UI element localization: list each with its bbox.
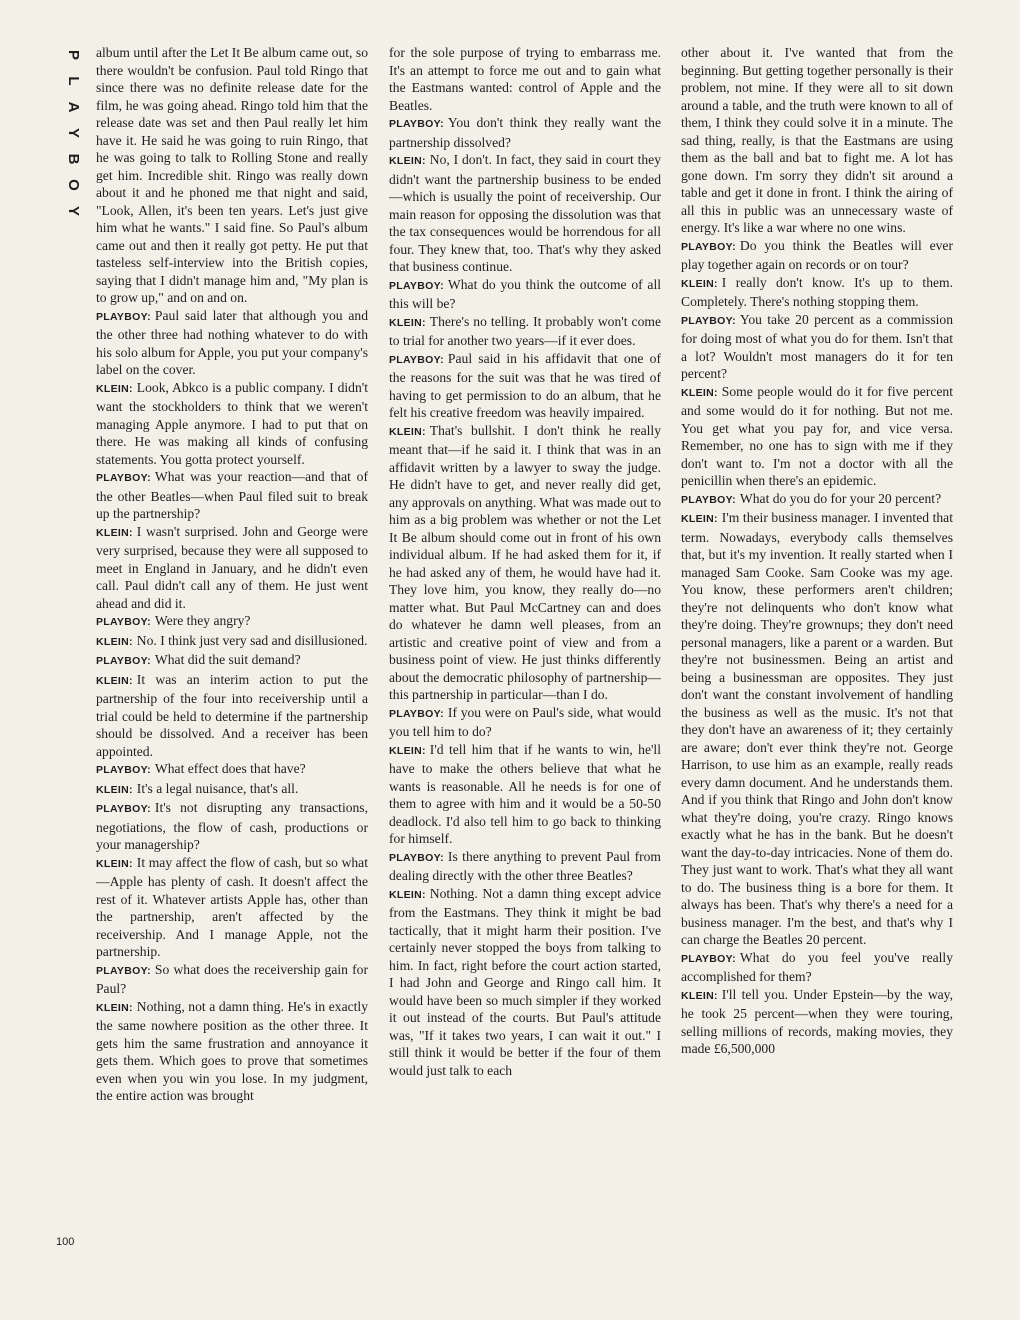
speaker-label: KLEIN: — [681, 513, 718, 525]
speaker-label: KLEIN: — [389, 888, 426, 901]
paragraph-text: What effect does that have? — [154, 761, 306, 776]
paragraph — [96, 760, 368, 780]
paragraph — [681, 949, 953, 986]
masthead-letter: L — [65, 76, 82, 86]
speaker-label: PLAYBOY: — [389, 851, 444, 864]
paragraph — [389, 313, 661, 350]
paragraph-text: That's bullshit. I don't think he really meant that—if he said it. I think that was in an affidavit written by a lawyer to sway the judge. He didn't have to get, and never really did get, any approvals on anything. What was made out to him as a big problem was whether or not the Let It Be album should come out in front of his own individual album. If he had asked them for it, if he had asked any of them, he would have had it. They love him, you know, they really do—no matter what. But Paul McCartney can and does do whatever he damn well pleases, from an artistic and creative point of view and from a business point of view. He just thinks differently about the democratic philosophy of partnership—this partnership in particular—than I do. — [389, 422, 661, 702]
paragraph-text: It's not disrupting any transactions, negotiations, the flow of cash, productions or your managership? — [96, 800, 368, 852]
speaker-label: PLAYBOY: — [389, 707, 444, 720]
speaker-label: KLEIN: — [96, 857, 133, 870]
paragraph — [681, 383, 953, 490]
speaker-label: KLEIN: — [681, 277, 718, 290]
paragraph-text: It may affect the flow of cash, but so what—Apple has plenty of cash. It doesn't affect the rest of it. Whatever artists Apple has, other than the partnership, aren't affected by the receivership. And I manage Apple, not the partnership. — [96, 854, 368, 959]
paragraph-text: I'd tell him that if he wants to win, he'll have to make the others believe that what he wants is reasonable. All he needs is for one of them to agree with him and it would be a 50-50 deadlock. I'd also tell him to go back to thinking for himself. — [389, 741, 661, 846]
paragraph — [389, 276, 661, 313]
masthead-letter: A — [65, 101, 82, 113]
speaker-label: KLEIN: — [96, 674, 133, 687]
masthead-letter: O — [65, 179, 82, 191]
speaker-label: PLAYBOY: — [389, 353, 444, 366]
paragraph — [389, 848, 661, 885]
paragraph — [389, 422, 661, 704]
paragraph-text: Look, Abkco is a public company. I didn't want the stockholders to think that we weren't managing Apple anymore. I had to put that on there. He was making all kinds of confusing statements. You gotta protect yourself. — [96, 379, 368, 467]
speaker-label: PLAYBOY: — [681, 952, 736, 965]
speaker-label: PLAYBOY: — [96, 472, 151, 484]
speaker-label: PLAYBOY: — [389, 118, 444, 130]
text-column-3 — [681, 44, 953, 1058]
speaker-label: KLEIN: — [681, 989, 718, 1002]
paragraph — [96, 612, 368, 632]
paragraph-text: There's no telling. It probably won't come to trial for another two years—if it ever does. — [389, 313, 661, 348]
speaker-label: PLAYBOY: — [96, 764, 151, 776]
masthead-letter: Y — [65, 127, 82, 138]
paragraph-text: No. I think just very sad and disillusioned. — [136, 632, 368, 648]
paragraph-text: I wasn't surprised. John and George were very surprised, because they were all supposed to meet in England in January, and he didn't even call. Paul didn't call any of them. He just went ahead and did it. — [96, 523, 368, 611]
paragraph-text: What do you feel you've really accomplished for them? — [681, 949, 953, 984]
paragraph-text: Some people would do it for five percent and some would do it for nothing. But not me. You get what you pay for, and vice versa. Remember, no one has to sign with me if they don't want to. I'm not a doctor with all the penicillin when there's an epidemic. — [681, 383, 953, 488]
paragraph — [96, 780, 368, 800]
paragraph — [96, 307, 368, 379]
paragraph-text: Nothing. Not a damn thing except advice from the Eastmans. They think it might be bad tactically, that it might harm their position. I've certainly never stopped the boys from talking to him. In fact, right before the court action started, I had John and George and Ringo call him. It would have been so much simpler if they worked it out instead of the courts. But Paul's attitude was, "If it takes two years, I can wait it out." I still think it would be better if the four of them would just talk to each — [389, 885, 661, 1078]
paragraph — [96, 671, 368, 761]
speaker-label: KLEIN: — [389, 425, 426, 438]
speaker-label: KLEIN: — [389, 744, 426, 757]
speaker-label: KLEIN: — [96, 635, 133, 648]
speaker-label: KLEIN: — [96, 526, 133, 539]
text-column-2 — [389, 44, 661, 1079]
paragraph — [96, 523, 368, 613]
paragraph-text: You don't think they really want the partnership dissolved? — [389, 115, 661, 150]
paragraph-text: other about it. I've wanted that from the beginning. But getting together personally is their problem, not mine. If they were all to sit down around a table, and the truth were known to all of them, I think they could solve it in a minute. The sad thing, really, is that the Eastmans are using them as the ball and bat to fight me. A lot has gone down. I'm sorry they didn't sit around a table and get it done in front. I think the airing of all this in public was an unnecessary waste of energy. It's like a war where no one wins. — [681, 45, 953, 235]
paragraph-text: Nothing, not a damn thing. He's in exactly the same nowhere position as the other three. It gets him the same frustration and annoyance it gets them. Which goes to prove that sometimes even when you win you lose. In my judgment, the entire action was brought — [96, 998, 368, 1103]
paragraph-text: I'll tell you. Under Epstein—by the way, he took 25 percent—when they were touring, selling millions of records, making movies, they made £6,500,000 — [681, 986, 953, 1056]
paragraph — [96, 799, 368, 854]
speaker-label: KLEIN: — [389, 155, 426, 167]
paragraph-text: Paul said later that although you and the other three had nothing whatever to do with his solo album for Apple, you put your company's label on the cover. — [96, 307, 368, 377]
masthead-letter: P — [65, 49, 82, 60]
paragraph-text: You take 20 percent as a commission for doing most of what you do for them. Isn't that a lot? Wouldn't most managers do it for ten percent? — [681, 311, 953, 381]
paragraph — [389, 885, 661, 1080]
speaker-label: PLAYBOY: — [96, 964, 151, 977]
speaker-label: PLAYBOY: — [681, 240, 736, 253]
paragraph — [96, 379, 368, 469]
paragraph-text: for the sole purpose of trying to embarrass me. It's an attempt to force me out and to gain what the Eastmans wanted: control of Apple and the Beatles. — [389, 45, 661, 113]
paragraph — [681, 490, 953, 510]
paragraph — [681, 311, 953, 383]
paragraph-text: I'm their business manager. I invented that term. Nowadays, everybody calls themselves that, but it's my invention. It really started when I managed Sam Cooke. Sam Cooke was my age. You know, these performers aren't children; they're not delinquents who don't know what they're doing. They're grownups; they don't need personal managers, like a parent or a warden. But they're not businessmen. Being an artist and being a businessman are opposites. They just don't want the constant involvement of handling the business as well as the music. It's not that they don't have an awareness of it; they certainly are aware; don't ever think they're not. George Harrison, to use him as an example, really reads every damn document. And he understands them. And if you think that Ringo and John don't know what they're doing, you're crazy. Ringo knows exactly what he has in the bank. But he doesn't want the day-to-day intricacies. None of them do. They just want to work. That's what they all want to do. The business thing is a bore for them. It always has been. That's why there's a need for a business manager. I'm the best, and that's why I can charge the Beatles 20 percent. — [681, 510, 953, 947]
paragraph — [389, 350, 661, 422]
paragraph-text: What do you do for your 20 percent? — [739, 490, 942, 506]
paragraph — [681, 986, 953, 1058]
paragraph-text: Is there anything to prevent Paul from dealing directly with the other three Beatles? — [389, 848, 661, 883]
speaker-label: PLAYBOY: — [96, 655, 151, 667]
paragraph-text: What was your reaction—and that of the other Beatles—when Paul filed suit to break up the partnership? — [96, 469, 368, 521]
paragraph-text: So what does the receivership gain for Paul? — [96, 961, 368, 996]
speaker-label: PLAYBOY: — [681, 493, 736, 506]
text-column-1 — [96, 44, 368, 1105]
paragraph — [389, 114, 661, 151]
paragraph — [96, 998, 368, 1105]
paragraph-text: It's a legal nuisance, that's all. — [136, 780, 299, 796]
paragraph — [96, 854, 368, 961]
speaker-label: KLEIN: — [96, 1001, 133, 1014]
speaker-label: PLAYBOY: — [96, 310, 151, 323]
paragraph-text: Do you think the Beatles will ever play together again on records or on tour? — [681, 237, 953, 272]
masthead-letter: B — [65, 153, 82, 165]
speaker-label: PLAYBOY: — [389, 279, 444, 292]
paragraph — [96, 468, 368, 523]
speaker-label: KLEIN: — [96, 382, 133, 395]
speaker-label: KLEIN: — [96, 783, 133, 796]
page-number: 100 — [56, 1236, 75, 1248]
paragraph-text: Were they angry? — [154, 613, 251, 628]
paragraph — [389, 704, 661, 741]
paragraph — [681, 274, 953, 311]
paragraph — [389, 44, 661, 114]
masthead — [62, 42, 84, 224]
paragraph — [389, 151, 661, 276]
masthead-letter: Y — [65, 205, 82, 216]
paragraph — [96, 961, 368, 998]
speaker-label: PLAYBOY: — [96, 616, 151, 628]
paragraph-text: I really don't know. It's up to them. Completely. There's nothing stopping them. — [681, 274, 953, 309]
paragraph-text: If you were on Paul's side, what would you tell him to do? — [389, 704, 661, 739]
paragraph-text: No, I don't. In fact, they said in court they didn't want the partnership business to be ended—which is usually the point of receivership. Our main reason for opposing the dissolution was that the tax consequences would be horrendous for all four. They knew that, too. That's why they asked that business continue. — [389, 152, 661, 274]
speaker-label: KLEIN: — [389, 316, 426, 329]
speaker-label: PLAYBOY: — [96, 803, 151, 815]
paragraph-text: It was an interim action to put the partnership of the four into receivership until a trial could be held to determine if the partnership should be dissolved. And a receiver has been appointed. — [96, 671, 368, 759]
paragraph — [681, 237, 953, 274]
paragraph-text: What do you think the outcome of all this will be? — [389, 276, 661, 311]
paragraph — [96, 632, 368, 652]
speaker-label: KLEIN: — [681, 386, 718, 399]
paragraph — [96, 651, 368, 671]
speaker-label: PLAYBOY: — [681, 314, 736, 327]
paragraph-text: Paul said in his affidavit that one of the reasons for the suit was that he was tired of having to get permission to do an album, that he felt his creative freedom was heavily impaired. — [389, 350, 661, 420]
paragraph-text: What did the suit demand? — [154, 652, 301, 667]
paragraph — [681, 509, 953, 949]
paragraph — [389, 741, 661, 848]
paragraph — [96, 44, 368, 307]
paragraph — [681, 44, 953, 237]
paragraph-text: album until after the Let It Be album came out, so there wouldn't be confusion. Paul told Ringo that since there was no definite release date for the film, he was going ahead. Ringo told him that the release date was set and then Paul really let him have it. He said he was going to ruin Ringo, that he was going to talk to Rolling Stone and really get him. Incredible shit. Ringo was really down about it and he phoned me that night and said, "Look, Allen, it's been ten years. Let's just give him what he wants." I said fine. So Paul's album came out and then it really got petty. He put that tasteless self-interview into the British copies, saying that I didn't manage him and, "My plan is to grow up," and on and on. — [96, 45, 368, 305]
